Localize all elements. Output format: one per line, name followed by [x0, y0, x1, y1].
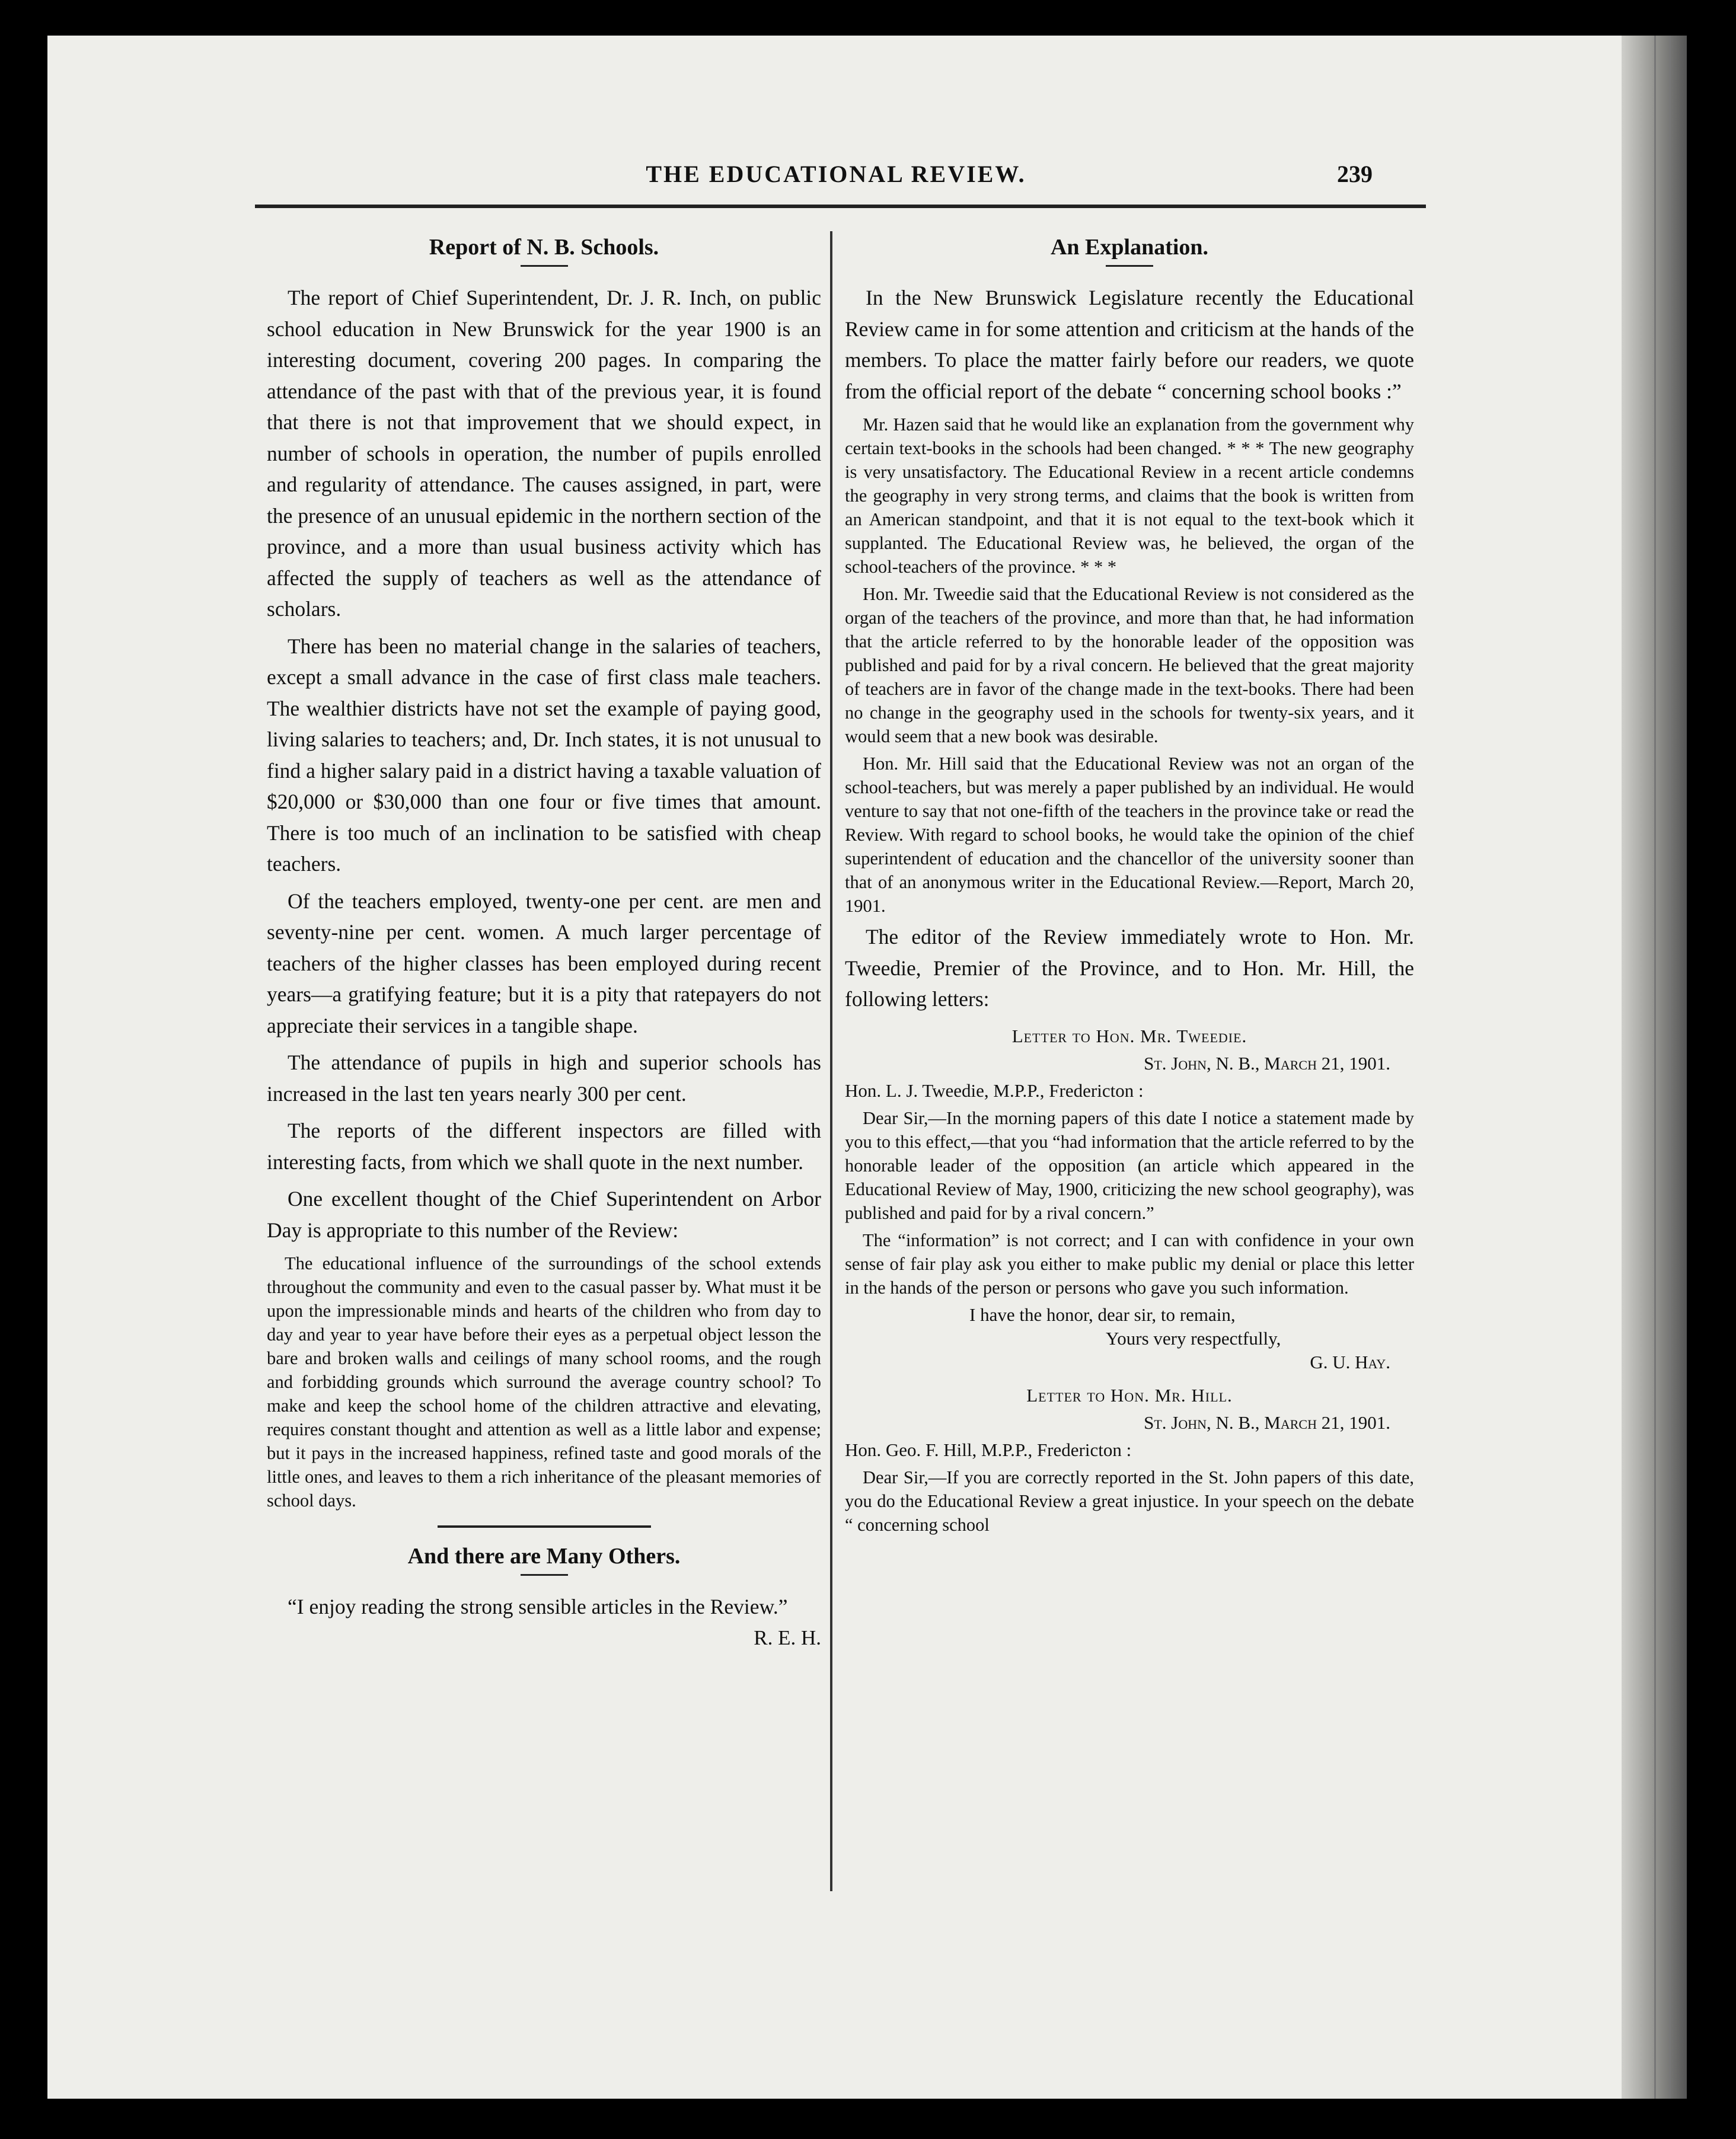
testimonial-signature: R. E. H. — [754, 1626, 821, 1649]
letter-address: Hon. Geo. F. Hill, M.P.P., Fredericton : — [845, 1439, 1132, 1460]
header-rule — [255, 205, 1426, 208]
section-rule — [438, 1525, 651, 1528]
column-divider — [830, 231, 832, 1891]
article-title: Report of N. B. Schools. — [429, 235, 659, 260]
article-paragraph: The editor of the Review immediately wrote to Hon. Mr. Tweedie, Premier of the Province, and to Hon. Mr. Hill, the following letters: — [845, 925, 1414, 1011]
closing-line: I have the honor, dear sir, to remain, — [969, 1304, 1236, 1325]
letter-body: Dear Sir,—If you are correctly reported in the St. John papers of this date, you do the Educational Review a great injustice. In your speech on the debate “ concerning school — [845, 1467, 1414, 1535]
letter-body: Dear Sir,—In the morning papers of this date I notice a statement made by you to this effect,—that you “had information that the article referred to by the honorable leader of the opposition (an article which appeared in the Educational Review of May, 1900, criticizing the new school geography), was published and paid for by a rival concern.” — [845, 1107, 1414, 1223]
article-paragraph: One excellent thought of the Chief Superintendent on Arbor Day is appropriate to this number of the Review: — [267, 1187, 821, 1242]
testimonial-text: “I enjoy reading the strong sensible articles in the Review.” — [288, 1595, 788, 1618]
article-paragraph: There has been no material change in the salaries of teachers, except a small advance in the case of first class male teachers. The wealthier districts have not set the example of paying good, living salaries to teachers; and, Dr. Inch states, it is not unusual to find a higher salary paid in a district having a taxable valuation of $20,000 or $30,000 than one four or five times that amount. There is too much of an inclination to be satisfied with cheap teachers. — [267, 634, 821, 876]
page-number: 239 — [1337, 161, 1373, 187]
letter-date: St. John, N. B., March 21, 1901. — [1144, 1412, 1390, 1433]
debate-excerpt: Hon. Mr. Hill said that the Educational Review was not an organ of the school-teachers, but was merely a paper published by an individual. He would venture to say that not one-fifth of the teachers in the province take or read the Review. With regard to school books, he would take the opinion of the chief superintendent of education and the chancellor of the university sooner than that of an anonymous writer in the Educational Review.—Report, March 20, 1901. — [845, 754, 1414, 916]
running-header: THE EDUCATIONAL REVIEW. — [646, 161, 1026, 187]
block-quote: The educational influence of the surroundings of the school extends throughout the community and even to the casual passer by. What must it be upon the impressionable minds and hearts of the children who from day to day and year to year have before their eyes as a perpetual object lesson the bare and broken walls and ceilings of many school rooms, and the rough and forbidding grounds which surround the average country school? To make and keep the school home of the children attractive and elevating, requires constant thought and attention as well as a little labor and expense; but it pays in the increased happiness, refined taste and good morals of the little ones, and leaves to them a rich inheritance of the pleasant memories of school days. — [267, 1253, 821, 1511]
article-paragraph: Of the teachers employed, twenty-one per cent. are men and seventy-nine per cent. women. A much larger percentage of teachers of the higher classes has been employed during recent years—a gratifying feature; but it is a pity that ratepayers do not appreciate their services in a tangible shape. — [267, 889, 821, 1037]
letter-heading: Letter to Hon. Mr. Hill. — [1026, 1384, 1233, 1406]
letter-address: Hon. L. J. Tweedie, M.P.P., Fredericton : — [845, 1080, 1144, 1101]
letter-signature: G. U. Hay. — [1310, 1351, 1390, 1372]
debate-excerpt: Hon. Mr. Tweedie said that the Educational Review is not considered as the organ of the teachers of the province, and more than that, he had information that the article referred to by the honorable leader of the opposition was published and paid for by a rival concern. He believed that the great majority of teachers are in favor of the change made in the text-books. There had been no change in the geography used in the schools for twenty-six years, and it would seem that a new book was desirable. — [845, 584, 1414, 746]
title-rule — [1106, 265, 1153, 267]
right-column — [845, 234, 1414, 1540]
letter-closing — [845, 1303, 1414, 1374]
article-paragraph: The report of Chief Superintendent, Dr. J. R. Inch, on public school education in New Brunswick for the year 1900 is an interesting document, covering 200 pages. In comparing the attendance of the past with that of the previous year, it is found that there is not that improvement that we should expect, in number of schools in operation, the number of pupils enrolled and regularity of attendance. The causes assigned, in part, were the presence of an unusual epidemic in the northern section of the province, and a more than usual business activity which has affected the supply of teachers as well as the attendance of scholars. — [267, 286, 821, 621]
letter-body: The “information” is not correct; and I can with confidence in your own sense of fair play ask you either to make public my denial or place this letter in the hands of the person or persons who gave you such information. — [845, 1230, 1414, 1298]
letter-date: St. John, N. B., March 21, 1901. — [1144, 1052, 1390, 1074]
closing-line: Yours very respectfully, — [1106, 1327, 1281, 1349]
page-edge-line — [1654, 36, 1656, 2099]
left-column — [267, 234, 821, 1650]
article-paragraph: The reports of the different inspectors are filled with interesting facts, from which we shall quote in the next number. — [267, 1119, 821, 1174]
article-paragraph: The attendance of pupils in high and superior schools has increased in the last ten years nearly 300 per cent. — [267, 1051, 821, 1106]
title-rule — [521, 1574, 568, 1576]
letter-heading: Letter to Hon. Mr. Tweedie. — [1011, 1025, 1247, 1046]
article-title: And there are Many Others. — [407, 1544, 681, 1569]
debate-excerpt: Mr. Hazen said that he would like an explanation from the government why certain text-books in the schools had been changed. * * * The new geography is very unsatisfactory. The Educational Review in a recent article condemns the geography in very strong terms, and claims that the book is written from an American standpoint, and that it is not equal to the text-book which it supplanted. The Educational Review was, he believed, the organ of the school-teachers of the province. * * * — [845, 414, 1414, 577]
title-rule — [521, 265, 568, 267]
page-edge-line — [1669, 36, 1671, 2099]
article-paragraph: In the New Brunswick Legislature recently the Educational Review came in for some attention and criticism at the hands of the members. To place the matter fairly before our readers, we quote from the official report of the debate “ concerning school books :” — [845, 286, 1414, 403]
article-title: An Explanation. — [1050, 235, 1209, 260]
